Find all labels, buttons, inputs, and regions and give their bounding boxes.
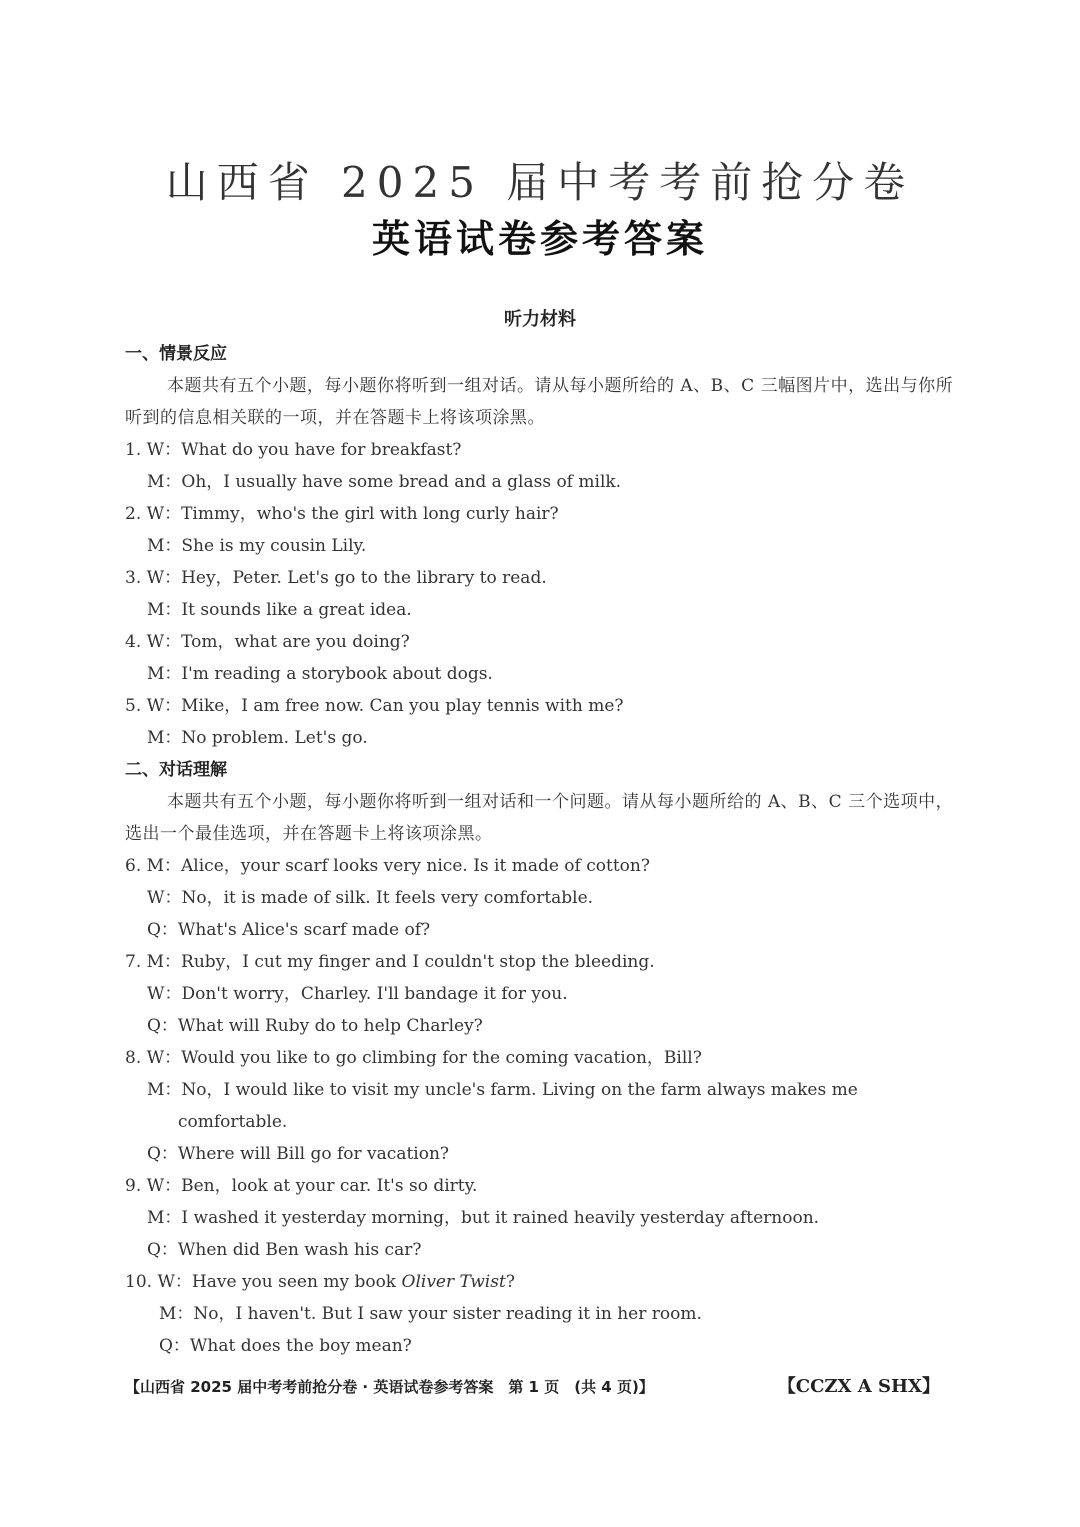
q10-suffix: ? bbox=[505, 1272, 515, 1292]
question-line: Q：What does the boy mean? bbox=[159, 1336, 412, 1356]
dialogue-line: 1. W：What do you have for breakfast? bbox=[125, 440, 462, 460]
dialogue-line: 5. W：Mike，I am free now. Can you play tennis with me? bbox=[125, 696, 624, 716]
question-line: Q：What will Ruby do to help Charley? bbox=[147, 1016, 483, 1036]
dialogue-line-q10 bbox=[125, 1266, 955, 1298]
dialogue-line: 9. W：Ben，look at your car. It's so dirty. bbox=[125, 1176, 478, 1196]
dialogue-line-continued: comfortable. bbox=[178, 1112, 288, 1132]
q10-prefix: 10. W：Have you seen my book bbox=[125, 1272, 402, 1292]
page-title: 山西省 2025 届中考考前抢分卷 bbox=[165, 158, 915, 207]
dialogue-line: M：I'm reading a storybook about dogs. bbox=[147, 664, 493, 684]
dialogue-line: M：No，I would like to visit my uncle's farm. Living on the farm always makes me bbox=[147, 1080, 858, 1100]
footer-page-info: 【山西省 2025 届中考考前抢分卷 · 英语试卷参考答案 第 1 页 (共 4 页)】 bbox=[125, 1378, 654, 1396]
dialogue-line: M：I washed it yesterday morning，but it rained heavily yesterday afternoon. bbox=[147, 1208, 820, 1228]
listening-material bbox=[125, 338, 955, 1362]
dialogue-line: 6. M：Alice，your scarf looks very nice. Is it made of cotton? bbox=[125, 856, 650, 876]
page-footer bbox=[125, 1372, 940, 1402]
part1-heading: 一、情景反应 bbox=[125, 344, 227, 364]
dialogue-line: 8. W：Would you like to go climbing for the coming vacation，Bill? bbox=[125, 1048, 702, 1068]
part2-instruction: 本题共有五个小题，每小题你将听到一组对话和一个问题。请从每小题所给的 A、B、C 三个选项中，选出一个最佳选项，并在答题卡上将该项涂黑。 bbox=[125, 792, 954, 844]
dialogue-line: 2. W：Timmy，who's the girl with long curly hair? bbox=[125, 504, 559, 524]
part2-heading: 二、对话理解 bbox=[125, 760, 227, 780]
question-line: Q：When did Ben wash his car? bbox=[147, 1240, 422, 1260]
question-line: Q：Where will Bill go for vacation? bbox=[147, 1144, 450, 1164]
dialogue-line: W：No，it is made of silk. It feels very comfortable. bbox=[147, 888, 594, 908]
dialogue-line: M：It sounds like a great idea. bbox=[147, 600, 412, 620]
page-subtitle: 英语试卷参考答案 bbox=[371, 217, 708, 261]
dialogue-line: M：Oh，I usually have some bread and a glass of milk. bbox=[147, 472, 622, 492]
dialogue-line: 7. M：Ruby，I cut my finger and I couldn't stop the bleeding. bbox=[125, 952, 655, 972]
section-title: 听力材料 bbox=[504, 309, 576, 330]
footer-code: 【CCZX A SHX】 bbox=[777, 1376, 940, 1397]
dialogue-line: 4. W：Tom，what are you doing? bbox=[125, 632, 410, 652]
part1-instruction: 本题共有五个小题，每小题你将听到一组对话。请从每小题所给的 A、B、C 三幅图片中，选出与你所听到的信息相关联的一项，并在答题卡上将该项涂黑。 bbox=[125, 376, 954, 428]
dialogue-line: M：She is my cousin Lily. bbox=[147, 536, 367, 556]
question-line: Q：What's Alice's scarf made of? bbox=[147, 920, 431, 940]
dialogue-line: 3. W：Hey，Peter. Let's go to the library to read. bbox=[125, 568, 547, 588]
book-title: Oliver Twist bbox=[401, 1272, 506, 1292]
dialogue-line: M：No problem. Let's go. bbox=[147, 728, 368, 748]
dialogue-line: W：Don't worry，Charley. I'll bandage it for you. bbox=[147, 984, 568, 1004]
dialogue-line: M：No，I haven't. But I saw your sister reading it in her room. bbox=[159, 1304, 702, 1324]
